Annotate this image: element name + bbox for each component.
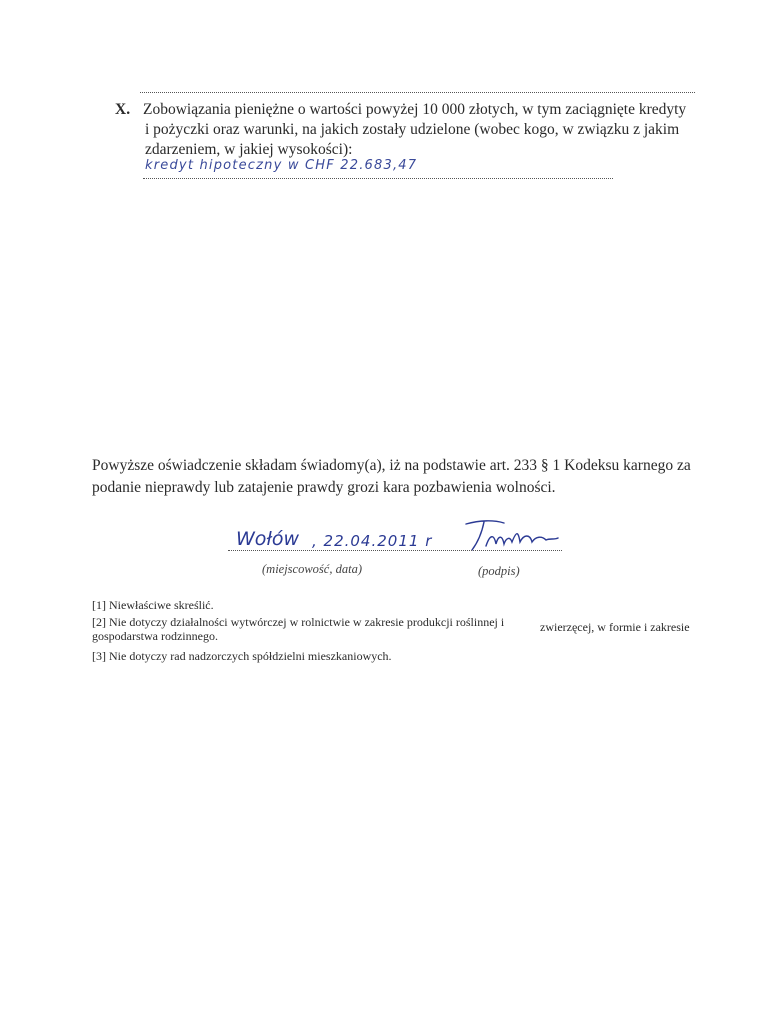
declaration-paragraph — [92, 455, 712, 499]
footnote-2: [2] Nie dotyczy działalności wytwórczej w rolnictwie w zakresie produkcji roślinnej i — [92, 615, 505, 629]
section-x-answer-line — [143, 160, 613, 179]
signature-caption: (podpis) — [478, 564, 520, 578]
handwritten-place: Wołów — [236, 528, 300, 550]
section-number: X. — [115, 101, 131, 118]
section-x-line: i pożyczki oraz warunki, na jakich zostały udzielone (wobec kogo, w związku z jakim — [145, 121, 680, 138]
place-date-caption: (miejscowość, data) — [262, 562, 362, 576]
signature-block — [228, 522, 568, 582]
declaration-line: Powyższe oświadczenie składam świadomy(a), iż na podstawie art. 233 § 1 Kodeksu karnego za — [92, 457, 691, 474]
footnote-2-end: gospodarstwa rodzinnego. — [92, 629, 218, 643]
footnote-3: [3] Nie dotyczy rad nadzorczych spółdzielni mieszkaniowych. — [92, 649, 392, 663]
signature-dotted-line — [228, 550, 562, 551]
declaration-line: podanie nieprawdy lub zatajenie prawdy grozi kara pozbawienia wolności. — [92, 479, 556, 496]
footnote-2-continued: zwierzęcej, w formie i zakresie — [540, 620, 690, 634]
handwritten-date: , 22.04.2011 r — [312, 532, 433, 550]
section-x-line: zdarzeniem, w jakiej wysokości): — [145, 141, 353, 158]
dotted-fill-line — [140, 90, 695, 93]
section-x-line: Zobowiązania pieniężne o wartości powyżej 10 000 złotych, w tym zaciągnięte kredyty — [143, 101, 687, 118]
handwritten-answer: kredyt hipoteczny w CHF 22.683,47 — [145, 158, 418, 173]
section-x-text — [143, 100, 693, 160]
footnote-1: [1] Niewłaściwe skreślić. — [92, 598, 214, 612]
